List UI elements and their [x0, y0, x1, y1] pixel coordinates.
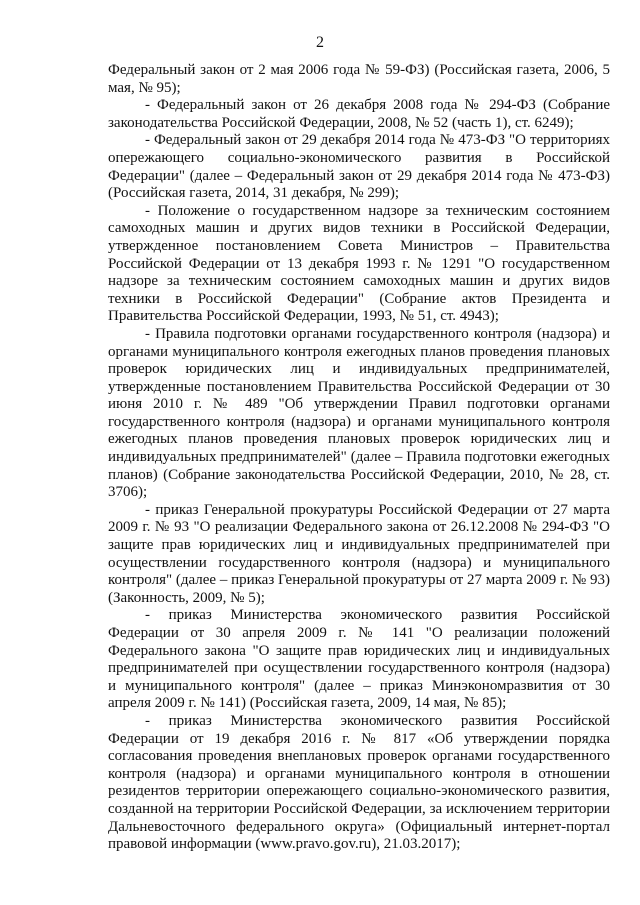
- page-number: 2: [316, 34, 324, 51]
- paragraph-continuation: Федеральный закон от 2 мая 2006 года № 59-ФЗ) (Российская газета, 2006, 5 мая, № 95);: [108, 62, 610, 96]
- paragraph-law-473: - Федеральный закон от 29 декабря 2014 года № 473-ФЗ "О территориях опережающего социально-экономического развития в Российской Федерации" (далее – Федеральный закон от 29 декабря 2014 года № 473-ФЗ) (Российская газета, 2014, 31 декабря, № 299);: [108, 132, 610, 202]
- paragraph-order-141: - приказ Министерства экономического развития Российской Федерации от 30 апреля 2009 г. № 141 "О реализации положений Федерального закона "О защите прав юридических лиц и индивидуальных предпринимателей при осуществлении государственного контроля (надзора) и муниципального контроля" (далее – приказ Минэкономразвития от 30 апреля 2009 г. № 141) (Российская газета, 2009, 14 мая, № 85);: [108, 607, 610, 712]
- document-body: [108, 62, 610, 854]
- paragraph-rules-489: - Правила подготовки органами государственного контроля (надзора) и органами муниципального контроля ежегодных планов проведения плановых проверок юридических лиц и индивидуальных предпринимателей, утвержденные постановлением Правительства Российской Федерации от 30 июня 2010 г. № 489 "Об утверждении Правил подготовки органами государственного контроля (надзора) и органами муниципального контроля ежегодных планов проведения плановых проверок юридических лиц и индивидуальных предпринимателей" (далее – Правила подготовки ежегодных планов) (Собрание законодательства Российской Федерации, 2010, № 28, ст. 3706);: [108, 325, 610, 501]
- paragraph-law-294: - Федеральный закон от 26 декабря 2008 года № 294-ФЗ (Собрание законодательства Российской Федерации, 2008, № 52 (часть 1), ст. 6249);: [108, 97, 610, 131]
- paragraph-order-prosecutor-93: - приказ Генеральной прокуратуры Российской Федерации от 27 марта 2009 г. № 93 "О реализации Федерального закона от 26.12.2008 № 294-ФЗ "О защите прав юридических лиц и индивидуальных предпринимателей при осуществлении государственного контроля (надзора) и муниципального контроля" (далее – приказ Генеральной прокуратуры от 27 марта 2009 г. № 93) (Законность, 2009, № 5);: [108, 501, 610, 606]
- paragraph-regulation-1291: - Положение о государственном надзоре за техническим состоянием самоходных машин и других видов техники в Российской Федерации, утвержденное постановлением Совета Министров – Правительства Российской Федерации от 13 декабря 1993 г. № 1291 "О государственном надзоре за техническим состоянием самоходных машин и других видов техники в Российской Федерации" (Собрание актов Президента и Правительства Российской Федерации, 1993, № 51, ст. 4943);: [108, 202, 610, 325]
- paragraph-order-817: - приказ Министерства экономического развития Российской Федерации от 19 декабря 2016 г. № 817 «Об утверждении порядка согласования проведения внеплановых проверок органами государственного контроля (надзора) и органами муниципального контроля в отношении резидентов территории опережающего социально-экономического развития, созданной на территории Российской Федерации, за исключением территории Дальневосточного федерального округа» (Официальный интернет-портал правовой информации (www.pravo.gov.ru), 21.03.2017);: [108, 712, 610, 853]
